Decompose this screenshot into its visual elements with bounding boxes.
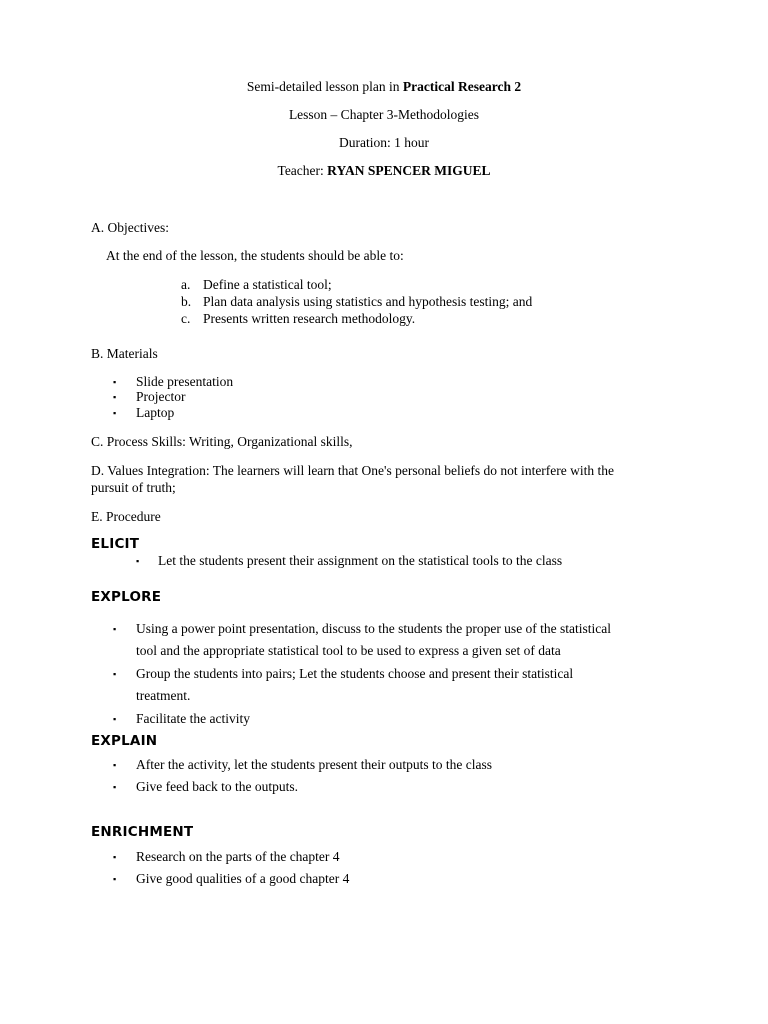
materials-heading: B. Materials [91,346,158,361]
bullet-icon [113,378,116,387]
objectives-heading: A. Objectives: [91,220,169,235]
enrichment-item: Give good qualities of a good chapter 4 [136,871,350,886]
bullet-icon [113,853,116,862]
materials-item: Slide presentation [136,374,234,389]
bullet-icon [113,393,116,402]
explore-item-line1: Facilitate the activity [136,711,250,726]
objective-marker: a. [181,277,191,292]
process-skills: C. Process Skills: Writing, Organizational skills, [91,434,353,449]
explore-heading: EXPLORE [91,589,162,605]
objective-item: Define a statistical tool; [203,277,332,292]
bullet-icon [113,875,116,884]
objective-marker: c. [181,311,191,326]
enrichment-item: Research on the parts of the chapter 4 [136,849,340,864]
elicit-item: Let the students present their assignment on the statistical tools to the class [158,553,563,568]
teacher-line [0,163,768,179]
teacher-name: RYAN SPENCER MIGUEL [327,163,491,178]
objective-item: Presents written research methodology. [203,311,416,326]
materials-item: Projector [136,389,186,404]
procedure-heading: E. Procedure [91,509,161,524]
explain-item: After the activity, let the students present their outputs to the class [136,757,493,772]
values-integration-line2: pursuit of truth; [91,480,176,495]
lesson-line: Lesson – Chapter 3-Methodologies [288,107,480,122]
values-integration-line1: D. Values Integration: The learners will learn that One's personal beliefs do not interfere with the [91,463,615,478]
title-prefix: Semi-detailed lesson plan in [246,79,403,94]
bullet-icon [136,557,139,566]
bullet-icon [113,409,116,418]
objectives-intro: At the end of the lesson, the students should be able to: [106,248,404,263]
title-subject: Practical Research 2 [402,79,522,94]
bullet-icon [113,761,116,770]
document-title [0,79,768,95]
explore-item-line1: Using a power point presentation, discuss to the students the proper use of the statistical [136,621,612,636]
objective-item: Plan data analysis using statistics and hypothesis testing; and [203,294,533,309]
explain-heading: EXPLAIN [91,733,158,749]
bullet-icon [113,670,116,679]
bullet-icon [113,715,116,724]
enrichment-heading: ENRICHMENT [91,824,194,840]
materials-item: Laptop [136,405,175,420]
explore-item-line1: Group the students into pairs; Let the students choose and present their statistical [136,666,574,681]
bullet-icon [113,783,116,792]
bullet-icon [113,625,116,634]
duration-line: Duration: 1 hour [339,135,429,150]
objective-marker: b. [181,294,192,309]
teacher-label: Teacher: [277,163,328,178]
explain-item: Give feed back to the outputs. [136,779,298,794]
explore-item-line2: treatment. [136,688,191,703]
elicit-heading: ELICIT [91,536,140,552]
explore-item-line2: tool and the appropriate statistical tool to be used to express a given set of data [136,643,561,658]
